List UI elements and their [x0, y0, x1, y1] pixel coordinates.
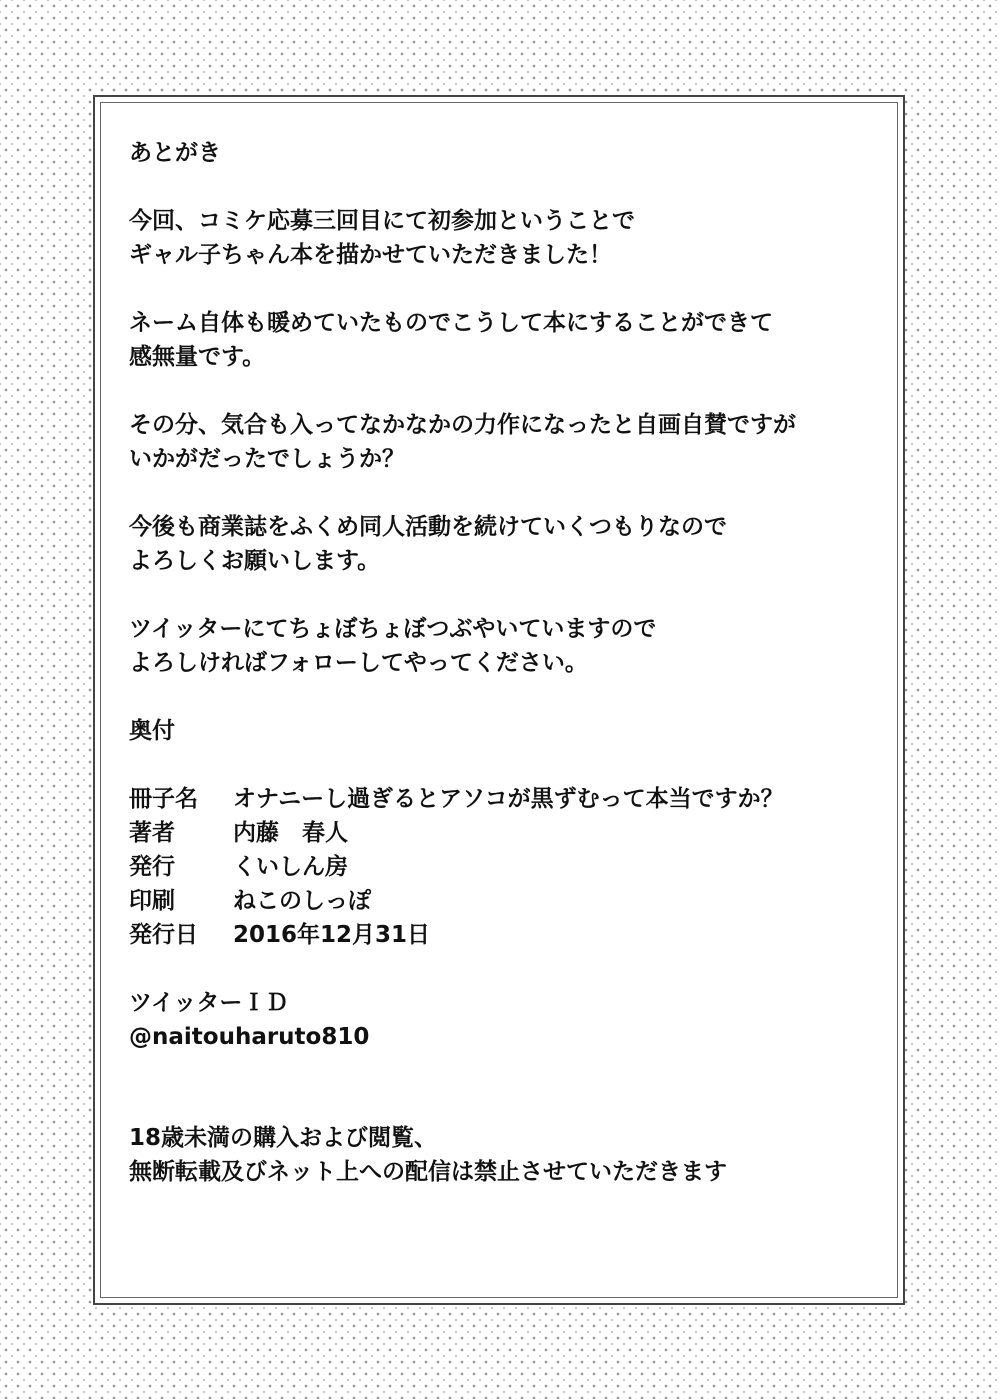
- afterword-heading: あとがき: [129, 140, 221, 166]
- afterword-paragraph: [129, 510, 869, 578]
- colophon-row-title: [129, 782, 869, 816]
- paragraph-line: ネーム自体も暖めていたものでこうして本にすることができて: [129, 310, 773, 336]
- twitter-handle: @naitouharuto810: [129, 1024, 370, 1050]
- colophon-label: 発行: [129, 854, 175, 880]
- afterword-paragraph: [129, 408, 869, 476]
- paragraph-line: いかがだったでしょうか？: [129, 446, 405, 472]
- colophon-value: ねこのしっぽ: [233, 888, 371, 914]
- spacer: [129, 1054, 869, 1121]
- paragraph-line: よろしくお願いします。: [129, 548, 381, 574]
- twitter-label: ツイッターＩＤ: [129, 990, 289, 1016]
- paragraph-line: 今回、コミケ応募三回目にて初参加ということで: [129, 208, 635, 234]
- afterword-content: [129, 136, 869, 1189]
- paragraph-line: ツイッターにてちょぼちょぼつぶやいていますので: [129, 616, 657, 642]
- colophon-value: 内藤 春人: [233, 820, 348, 846]
- colophon-table: [129, 782, 869, 952]
- colophon-heading: 奥付: [129, 718, 175, 744]
- colophon-row-printer: [129, 884, 869, 918]
- notice-block: [129, 1121, 869, 1189]
- notice-line: 無断転載及びネット上への配信は禁止させていただきます: [129, 1159, 727, 1185]
- colophon-label: 冊子名: [129, 786, 198, 812]
- afterword-paragraph: [129, 612, 869, 680]
- paragraph-line: 今後も商業誌をふくめ同人活動を続けていくつもりなので: [129, 514, 727, 540]
- paragraph-line: よろしければフォローしてやってください。: [129, 650, 588, 676]
- afterword-paragraph: [129, 306, 869, 374]
- notice-line: 18歳未満の購入および閲覧、: [129, 1125, 438, 1151]
- afterword-heading-block: [129, 136, 869, 170]
- paragraph-line: 感無量です。: [129, 344, 266, 370]
- colophon-row-date: [129, 918, 869, 952]
- colophon-value: オナニーし過ぎるとアソコが黒ずむって本当ですか？: [233, 786, 784, 812]
- colophon-value: くいしん房: [233, 854, 348, 880]
- colophon-label: 発行日: [129, 922, 198, 948]
- colophon-row-author: [129, 816, 869, 850]
- colophon-label: 印刷: [129, 888, 175, 914]
- paragraph-line: その分、気合も入ってなかなかの力作になったと自画自賛ですが: [129, 412, 796, 438]
- colophon-label: 著者: [129, 820, 175, 846]
- colophon-heading-block: [129, 714, 869, 748]
- twitter-block: [129, 986, 869, 1054]
- colophon-value: 2016年12月31日: [233, 922, 431, 948]
- colophon-row-publisher: [129, 850, 869, 884]
- paragraph-line: ギャル子ちゃん本を描かせていただきました！: [129, 242, 612, 268]
- afterword-paragraph: [129, 204, 869, 272]
